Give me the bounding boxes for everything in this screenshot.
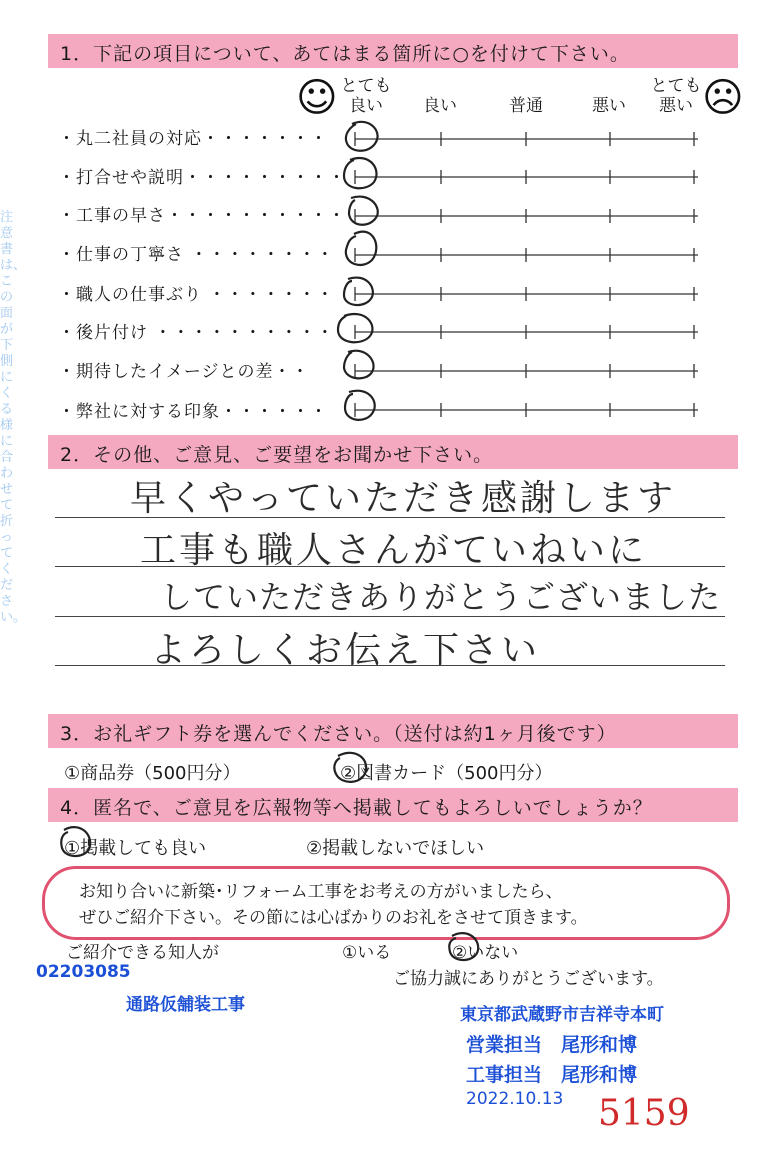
- section4-header: [48, 788, 738, 822]
- rating-line-2: [355, 209, 698, 223]
- referral-option-yes[interactable]: ①いる: [342, 943, 392, 963]
- section2-header: [48, 435, 738, 469]
- rating-line-6: [355, 364, 698, 378]
- referral-line-2: ぜひご紹介下さい。その節には心ばかりのお礼をさせて頂きます。: [79, 908, 588, 928]
- sales-rep: 営業担当 尾形和博: [466, 1034, 638, 1056]
- rating-item-craftsmen: ・職人の仕事ぶり ・・・・・・・: [58, 285, 335, 305]
- rating-mark-0: [346, 122, 378, 151]
- project-name: 通路仮舗装工事: [126, 995, 245, 1015]
- section1-title: 1．下記の項目について、あてはまる箇所に○を付けて下さい。: [60, 43, 630, 65]
- publish-option-no[interactable]: ②掲載しないでほしい: [306, 838, 485, 859]
- section4-title: 4．匿名で、ご意見を広報物等へ掲載してもよろしいでしょうか？: [60, 797, 653, 819]
- company-address: 東京都武蔵野市吉祥寺本町: [460, 1005, 664, 1025]
- frown-face-icon: ☹: [702, 75, 744, 121]
- referral-box: [42, 866, 730, 940]
- rating-mark-2: [349, 197, 378, 225]
- gift-option-voucher[interactable]: ①商品券（500円分）: [64, 763, 241, 784]
- rating-line-1: [355, 170, 698, 184]
- construction-rep: 工事担当 尾形和博: [466, 1064, 638, 1086]
- publish-selection-circle: [56, 822, 96, 862]
- rating-line-3: [355, 248, 698, 262]
- section2-title: 2．その他、ご意見、ご要望をお聞かせ下さい。: [60, 444, 494, 466]
- referral-question: ご紹介できる知人が: [66, 943, 219, 963]
- rating-line-7: [355, 403, 698, 417]
- rating-item-expectation: ・期待したイメージとの差・・: [58, 362, 310, 382]
- referral-option-no[interactable]: ②いない: [452, 943, 519, 963]
- rating-mark-4: [344, 278, 373, 306]
- rating-line-4: [355, 287, 698, 301]
- referral-line-1: お知り合いに新築･リフォーム工事をお考えの方がいましたら、: [79, 882, 563, 902]
- rating-scale-grid: [0, 0, 782, 430]
- section3-header: [48, 714, 738, 748]
- rating-item-speed: ・工事の早さ・・・・・・・・・・: [58, 206, 346, 226]
- rating-line-0: [355, 132, 698, 146]
- side-edge-text: 注意書は、この面が下側にくる様に合わせて折ってください。: [0, 210, 27, 625]
- gift-option-book-card[interactable]: ②図書カード（500円分）: [340, 763, 553, 784]
- rating-mark-6: [344, 351, 374, 379]
- rating-item-staff: ・丸二社員の対応・・・・・・・: [58, 129, 328, 149]
- section3-title: 3．お礼ギフト券を選んでください。（送付は約1ヶ月後です）: [60, 723, 617, 745]
- rating-item-cleanup: ・後片付け ・・・・・・・・・・: [58, 323, 335, 343]
- gift-selection-circle: [330, 748, 374, 788]
- rating-line-5: [355, 325, 698, 339]
- handwritten-comment-3: していただきありがとうございました: [160, 578, 722, 616]
- scale-neutral: 普通: [509, 96, 543, 116]
- rating-mark-1: [344, 158, 377, 188]
- thanks-text: ご協力誠にありがとうございます。: [393, 969, 664, 989]
- handwritten-number: 5159: [598, 1093, 690, 1134]
- publish-option-yes[interactable]: ①掲載しても良い: [64, 838, 207, 859]
- rating-mark-3: [346, 232, 376, 265]
- scale-bad: 悪い: [592, 96, 626, 116]
- scale-very-good: とても 良い: [340, 76, 392, 116]
- rating-item-care: ・仕事の丁寧さ ・・・・・・・・: [58, 245, 335, 265]
- smile-face-icon: ☺: [296, 75, 338, 121]
- handwritten-comment-4: よろしくお伝え下さい: [150, 630, 541, 671]
- stamp-date: 2022.10.13: [466, 1089, 564, 1109]
- scale-very-bad: とても 悪い: [650, 76, 702, 116]
- project-code: 02203085: [36, 962, 131, 982]
- referral-selection-circle: [444, 928, 484, 966]
- scale-good: 良い: [423, 96, 457, 116]
- rating-mark-7: [345, 391, 375, 420]
- rating-item-impression: ・弊社に対する印象・・・・・・: [58, 402, 328, 422]
- handwritten-comment-1: 早くやっていただき感謝します: [130, 478, 677, 519]
- handwritten-comment-2: 工事も職人さんがていねいに: [140, 530, 648, 571]
- rating-item-explanation: ・打合せや説明・・・・・・・・・: [58, 168, 346, 188]
